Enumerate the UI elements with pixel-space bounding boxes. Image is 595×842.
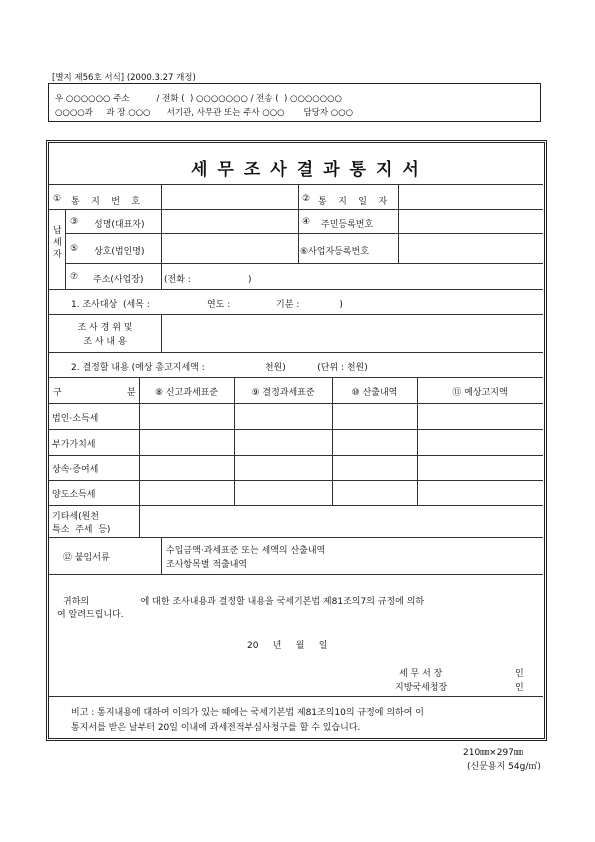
survey-target-line: 1. 조사대상 (세목 : 연도 : 기분 : ): [71, 300, 343, 310]
notice-number-field[interactable]: [162, 185, 297, 208]
form-title: 세무조사결과통지서: [191, 160, 429, 180]
paper-size: 210㎜×297㎜: [463, 748, 523, 758]
notice-date-label: 통 지 일 자: [318, 197, 388, 207]
attachment-item-2: 조사항목별 적출내역: [166, 560, 248, 570]
notice-body-line-2: 여 알려드립니다.: [57, 610, 124, 620]
remark-line-2: 통지서를 받은 날부터 20일 이내에 과세전적부심사청구를 할 수 있습니다.: [71, 723, 361, 733]
determined-tax-base-header: ⑨ 결정과세표준: [251, 388, 315, 398]
name-field[interactable]: [162, 210, 297, 232]
category-header-left: 구: [53, 388, 62, 398]
field-2-number: ②: [302, 194, 311, 204]
tax-office-head: 세 무 서 장: [399, 669, 443, 679]
attachment-item-1: 수입금액·과세표준 또는 세액의 산출내역: [166, 546, 326, 556]
name-label: 성명(대표자): [94, 220, 145, 230]
field-3-number: ③: [70, 217, 79, 227]
reported-tax-base-header: ⑧ 신고과세표준: [154, 388, 219, 398]
field-4-number: ④: [302, 217, 311, 227]
sender-address-line: 우 ○○○○○○ 주소 / 전화 ( ) ○○○○○○○ / 전송 ( ) ○○○○○○○: [55, 94, 342, 104]
field-7-number: ⑦: [70, 272, 79, 282]
attachment-label: ⑫ 붙임서류: [63, 553, 110, 563]
company-name-label: 상호(법인명): [94, 247, 145, 257]
regional-office-head: 지방국세청장: [395, 683, 448, 693]
date-line: 20 년 월 일: [247, 641, 328, 651]
row-other-tax-1: 기타세(원천: [52, 512, 99, 522]
survey-history-field[interactable]: [162, 315, 542, 351]
form-inner-frame: [48, 142, 545, 739]
category-header-right: 분: [127, 388, 136, 398]
business-number-label: ⑥사업자등록번호: [300, 247, 369, 257]
row-inheritance-tax: 상속·증여세: [52, 465, 99, 475]
company-name-field[interactable]: [162, 234, 297, 262]
sender-staff-line: ○○○○과 과 장 ○○○ 서기관, 사무관 또는 주사 ○○○ 담당자 ○○○: [55, 108, 354, 118]
survey-history-label-1: 조 사 경 위 및: [77, 323, 133, 333]
notice-body-line-1: 귀하의 에 대한 조사내용과 결정할 내용을 국세기본법 제81조의7의 규정에 의하: [63, 597, 425, 607]
expected-notice-header: ⑪ 예상고지액: [452, 388, 508, 398]
address-label: 주소(사업장): [93, 275, 144, 285]
row-corporate-tax: 법인·소득세: [52, 414, 99, 424]
remark-line-1: 비고 : 통지내용에 대하여 이의가 있는 때에는 국세기본법 제81조의10의 규정에 의하여 이: [71, 708, 425, 718]
business-number-field[interactable]: [399, 234, 542, 262]
field-1-number: ①: [53, 194, 62, 204]
survey-history-label-2: 조 사 내 용: [83, 337, 127, 347]
form-number-note: [별지 제56호 서식] (2000.3.27 개정): [52, 73, 196, 83]
tax-office-seal: 인: [515, 669, 524, 679]
row-transfer-tax: 양도소득세: [52, 490, 96, 500]
decision-line: 2. 결정할 내용 (예상 총고지세액 : 천원) (단위 : 천원): [71, 363, 368, 373]
field-5-number: ⑤: [70, 244, 79, 254]
resident-number-field[interactable]: [399, 210, 542, 232]
paper-stock: (신문용지 54g/㎡): [467, 762, 541, 772]
notice-number-label: 통 지 번 호: [71, 197, 141, 207]
address-phone-field[interactable]: (전화 : ): [164, 275, 252, 285]
row-vat: 부가가치세: [52, 440, 96, 450]
taxpayer-label: 납세자: [53, 226, 62, 260]
calculation-detail-header: ⑩ 산출내역: [351, 388, 398, 398]
resident-number-label: 주민등록번호: [321, 220, 374, 230]
regional-office-seal: 인: [515, 683, 524, 693]
row-other-tax-2: 특소 주세 등): [52, 525, 111, 535]
sender-info-box: [48, 83, 541, 122]
notice-date-field[interactable]: [399, 185, 542, 208]
